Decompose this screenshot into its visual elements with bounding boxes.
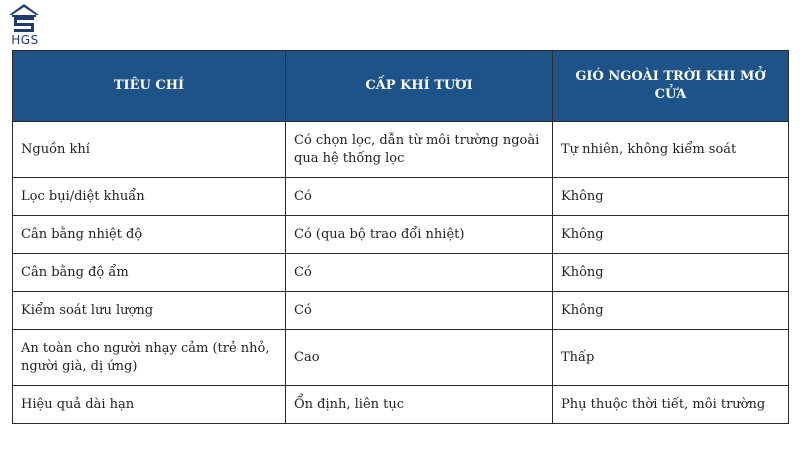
table-cell: Cân bằng nhiệt độ bbox=[13, 216, 286, 254]
table-cell: Cân bằng độ ẩm bbox=[13, 254, 286, 292]
table-cell: An toàn cho người nhạy cảm (trẻ nhỏ, người già, dị ứng) bbox=[13, 330, 286, 386]
table-cell: Kiểm soát lưu lượng bbox=[13, 292, 286, 330]
header-criteria: TIÊU CHÍ bbox=[13, 51, 286, 122]
table-row bbox=[13, 330, 789, 386]
table-row bbox=[13, 178, 789, 216]
table-row bbox=[13, 386, 789, 424]
table-cell: Có bbox=[286, 178, 553, 216]
header-outdoor-wind: GIÓ NGOÀI TRỜI KHI MỞ CỬA bbox=[553, 51, 789, 122]
table-cell: Không bbox=[553, 254, 789, 292]
table-cell: Thấp bbox=[553, 330, 789, 386]
table-cell: Phụ thuộc thời tiết, môi trường bbox=[553, 386, 789, 424]
header-fresh-air: CẤP KHÍ TƯƠI bbox=[286, 51, 553, 122]
table-cell: Không bbox=[553, 178, 789, 216]
hgs-logo bbox=[6, 3, 44, 47]
logo-text: HGS bbox=[11, 33, 39, 47]
hgs-logo-icon bbox=[8, 3, 40, 33]
table-header-row bbox=[13, 51, 789, 122]
table-cell: Có bbox=[286, 254, 553, 292]
table-cell: Không bbox=[553, 292, 789, 330]
table-cell: Tự nhiên, không kiểm soát bbox=[553, 122, 789, 178]
table-row bbox=[13, 216, 789, 254]
comparison-table bbox=[12, 50, 789, 424]
table-cell: Có (qua bộ trao đổi nhiệt) bbox=[286, 216, 553, 254]
table-cell: Nguồn khí bbox=[13, 122, 286, 178]
table-cell: Hiệu quả dài hạn bbox=[13, 386, 286, 424]
table-cell: Có bbox=[286, 292, 553, 330]
table-cell: Không bbox=[553, 216, 789, 254]
table-row bbox=[13, 254, 789, 292]
table-cell: Ổn định, liên tục bbox=[286, 386, 553, 424]
table-cell: Cao bbox=[286, 330, 553, 386]
table-cell: Lọc bụi/diệt khuẩn bbox=[13, 178, 286, 216]
table-cell: Có chọn lọc, dẫn từ môi trường ngoài qua hệ thống lọc bbox=[286, 122, 553, 178]
table-row bbox=[13, 292, 789, 330]
table-row bbox=[13, 122, 789, 178]
